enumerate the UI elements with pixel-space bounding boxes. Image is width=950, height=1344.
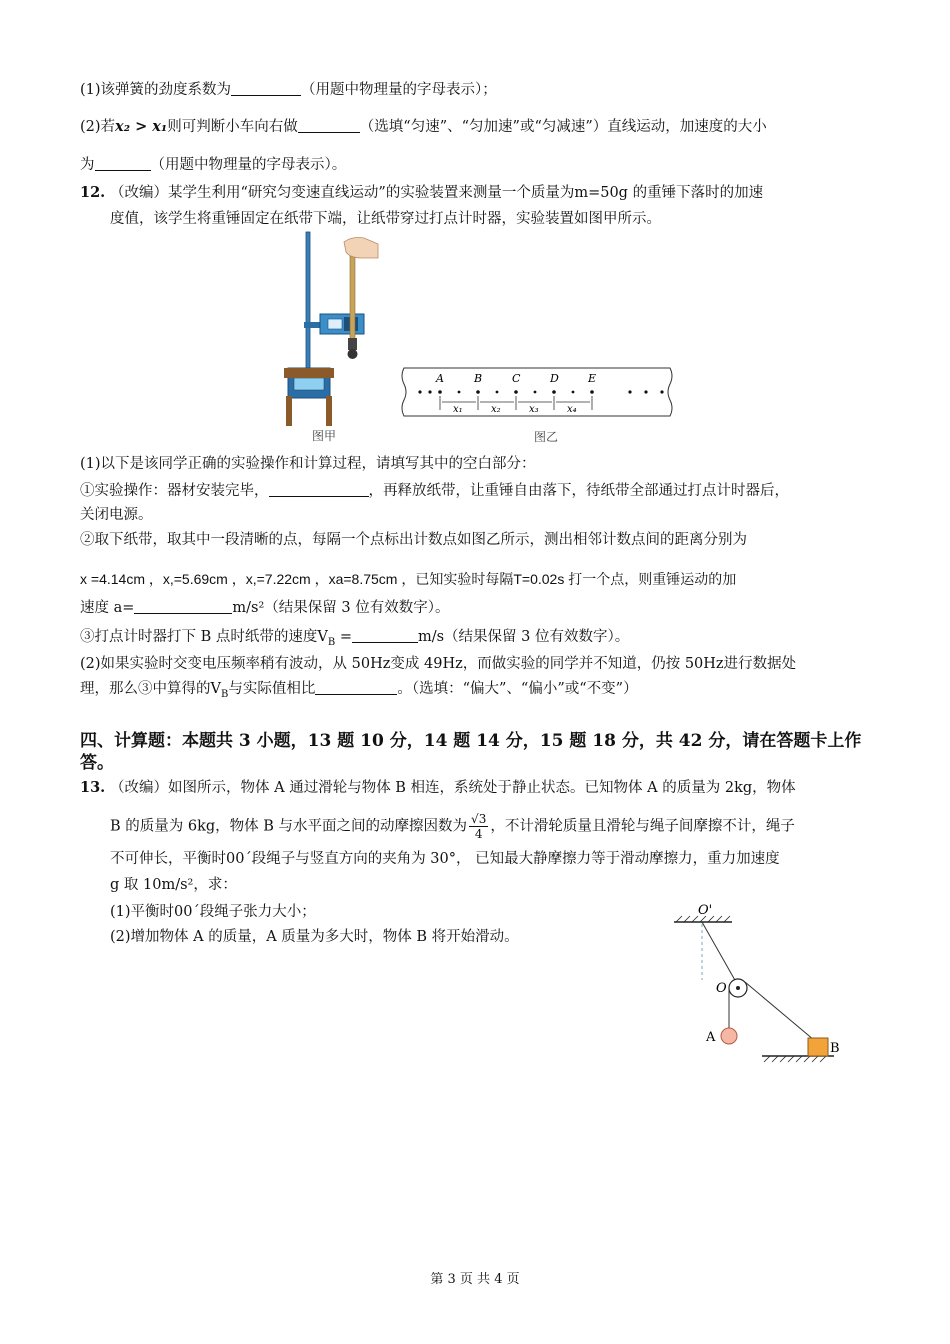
answer-blank[interactable] (298, 118, 360, 133)
q12-step7: ③打点计时器打下 B 点时纸带的速度$V_B = m/s$（结果保留 3 位有效数字）。 (80, 629, 630, 648)
figure-apparatus (282, 228, 382, 448)
answer-blank[interactable] (231, 81, 301, 96)
tape-point-B (476, 390, 480, 394)
tape-label-C: C (512, 372, 521, 385)
figure-paper-tape (398, 366, 676, 448)
section-heading: 四、计算题：本题共 3 小题，13 题 10 分，14 题 14 分，15 题 18 分，共 42 分，请在答题卡上作 (80, 731, 862, 751)
q12-step9: 理，那么③中算得的$V_B$与实际值相比 。（选填：“偏大”、“偏小”或“不变”） (80, 681, 638, 700)
answer-blank[interactable] (352, 628, 418, 643)
q12-step6: 速度 a= m/s²（结果保留 3 位有效数字）。 (80, 600, 450, 616)
tape-label-D: D (550, 372, 559, 385)
q12-step5: x =4.14cm ，x,=5.69cm ，x,=7.22cm ，xa=8.75cm ，已知实验时每隔T=0.02s 打一个点，则重锤运动的加 (80, 571, 737, 587)
tape-label-A: A (436, 372, 444, 385)
figure-a-label: 图甲 (312, 429, 337, 443)
answer-blank[interactable] (134, 599, 232, 614)
q12-number: 12. (80, 184, 106, 201)
label-b: B (830, 1041, 840, 1056)
q13-line4: g 取 10m/s²，求： (110, 877, 237, 893)
tape-label-B: B (474, 372, 483, 385)
tape-label-E: E (588, 372, 597, 385)
q13-line2: B 的质量为 6kg，物体 B 与水平面之间的动摩擦因数为 $\frac{√3}{4}$ ，不计滑轮质量且滑轮与绳子间摩擦不计，绳子 (110, 812, 795, 841)
q13-line3: 不可伸长，平衡时00ˊ段绳子与竖直方向的夹角为 30°， 已知最大静摩擦力等于滑动摩擦力，重力加速度 (110, 851, 780, 867)
figure-pulley-system (668, 900, 848, 1070)
label-a: A (706, 1030, 716, 1045)
q12-line2: 度值，该学生将重锤固定在纸带下端，让纸带穿过打点计时器，实验装置如图甲所示。 (110, 211, 661, 227)
tape-dot (572, 391, 575, 394)
section-heading-cont: 答。 (80, 753, 114, 773)
q12-step2: ①实验操作：器材安装完毕， ，再释放纸带，让重锤自由落下，待纸带全部通过打点计时器后， (80, 483, 789, 499)
mu-fraction: $\frac{√3}{4}$ (471, 812, 487, 841)
q13-line1: （改编）如图所示，物体 A 通过滑轮与物体 B 相连，系统处于静止状态。已知物体 A 的质量为 2kg，物体 (110, 780, 796, 796)
tape-point-A (438, 390, 442, 394)
q12-step4: ②取下纸带，取其中一段清晰的点，每隔一个点标出计数点如图乙所示，测出相邻计数点间的距离分别为 (80, 532, 747, 548)
q12-line1: （改编）某学生利用“研究匀变速直线运动”的实验装置来测量一个质量为m=50g 的重锤下落时的加速 (110, 185, 764, 201)
q13-part1: (1)平衡时00ˊ段绳子张力大小； (110, 904, 316, 920)
tape-point-C (514, 390, 518, 394)
tape-point-E (590, 390, 594, 394)
q12-step8: (2)如果实验时交变电压频率稍有波动，从 50Hz变成 49Hz，而做实验的同学并不知道，仍按 50Hz进行数据处 (80, 656, 797, 672)
label-o: O (716, 981, 727, 996)
tape-segment-label: x₂ (491, 404, 501, 415)
answer-blank[interactable] (95, 156, 151, 171)
q12-step1: (1)以下是该同学正确的实验操作和计算过程，请填写其中的空白部分： (80, 456, 536, 472)
q11-part3: 为 （用题中物理量的字母表示）。 (80, 157, 347, 173)
tape-point-D (552, 390, 556, 394)
tape-dot (496, 391, 499, 394)
q12-step3: 关闭电源。 (80, 507, 153, 523)
page-footer: 第 3 页 共 4 页 (430, 1272, 520, 1287)
tape-segment-label: x₁ (453, 404, 463, 415)
figure-b-label: 图乙 (534, 430, 559, 444)
tape-dot (458, 391, 461, 394)
q11-part2: (2)若x₂ > x₁则可判断小车向右做 （选填“匀速”、“匀加速”或“匀减速”）直线运动，加速度的大小 (80, 118, 767, 135)
tape-dot (534, 391, 537, 394)
answer-blank[interactable] (269, 482, 369, 497)
q11-part1: (1)该弹簧的劲度系数为 （用题中物理量的字母表示）； (80, 82, 497, 98)
answer-blank[interactable] (315, 680, 397, 695)
q13-part2: (2)增加物体 A 的质量，A 质量为多大时，物体 B 将开始滑动。 (110, 929, 519, 945)
label-o-prime: O' (698, 903, 713, 918)
tape-segment-label: x₄ (567, 404, 577, 415)
tape-segment-label: x₃ (529, 404, 539, 415)
q13-number: 13. (80, 779, 106, 796)
